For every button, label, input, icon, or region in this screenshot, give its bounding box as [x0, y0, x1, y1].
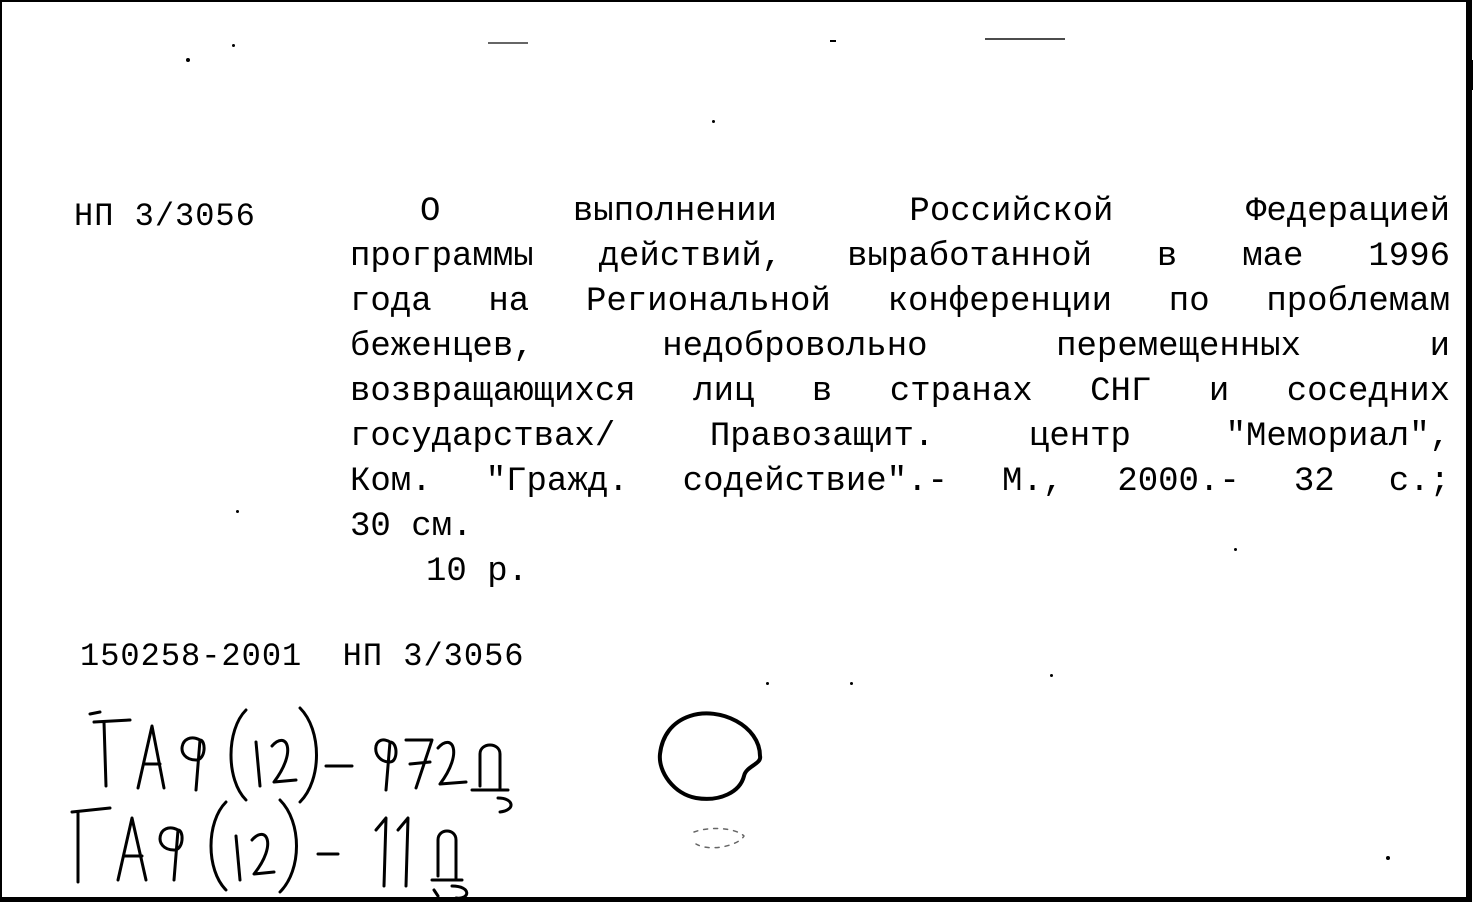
price: 10 р. — [426, 553, 529, 591]
description-line: 30 см. — [350, 508, 473, 546]
scan-speck — [488, 42, 528, 44]
description-line: года на Региональной конференции по проблемам — [350, 283, 1450, 321]
scan-speck — [830, 40, 836, 42]
description-line: государствах/ Правозащит. центр "Мемориал", — [350, 418, 1450, 456]
scan-speck — [1050, 674, 1053, 677]
scan-speck — [712, 120, 715, 123]
scan-speck — [766, 682, 769, 685]
scan-speck — [850, 682, 853, 685]
scan-speck — [985, 38, 1065, 40]
scan-speck — [236, 510, 239, 513]
description-line: программы действий, выработанной в мае 1996 — [350, 238, 1450, 276]
description-line: О выполнении Российской Федерацией — [420, 193, 1450, 231]
handwritten-marks — [60, 690, 580, 900]
shelf-mark: НП 3/3056 — [74, 198, 256, 235]
description-line: возвращающихся лиц в странах СНГ и соседних — [350, 373, 1450, 411]
scan-speck — [186, 58, 190, 62]
description-line: Ком. "Гражд. содействие".- М., 2000.- 32 с.; — [350, 463, 1450, 501]
inventory-number: 150258-2001 НП 3/3056 — [80, 638, 525, 675]
circle-mark — [650, 706, 780, 866]
scan-speck — [1470, 60, 1473, 90]
description-line: беженцев, недобровольно перемещенных и — [350, 328, 1450, 366]
bibliographic-description — [350, 190, 1450, 595]
scan-speck — [232, 44, 235, 47]
scan-speck — [1386, 856, 1390, 860]
